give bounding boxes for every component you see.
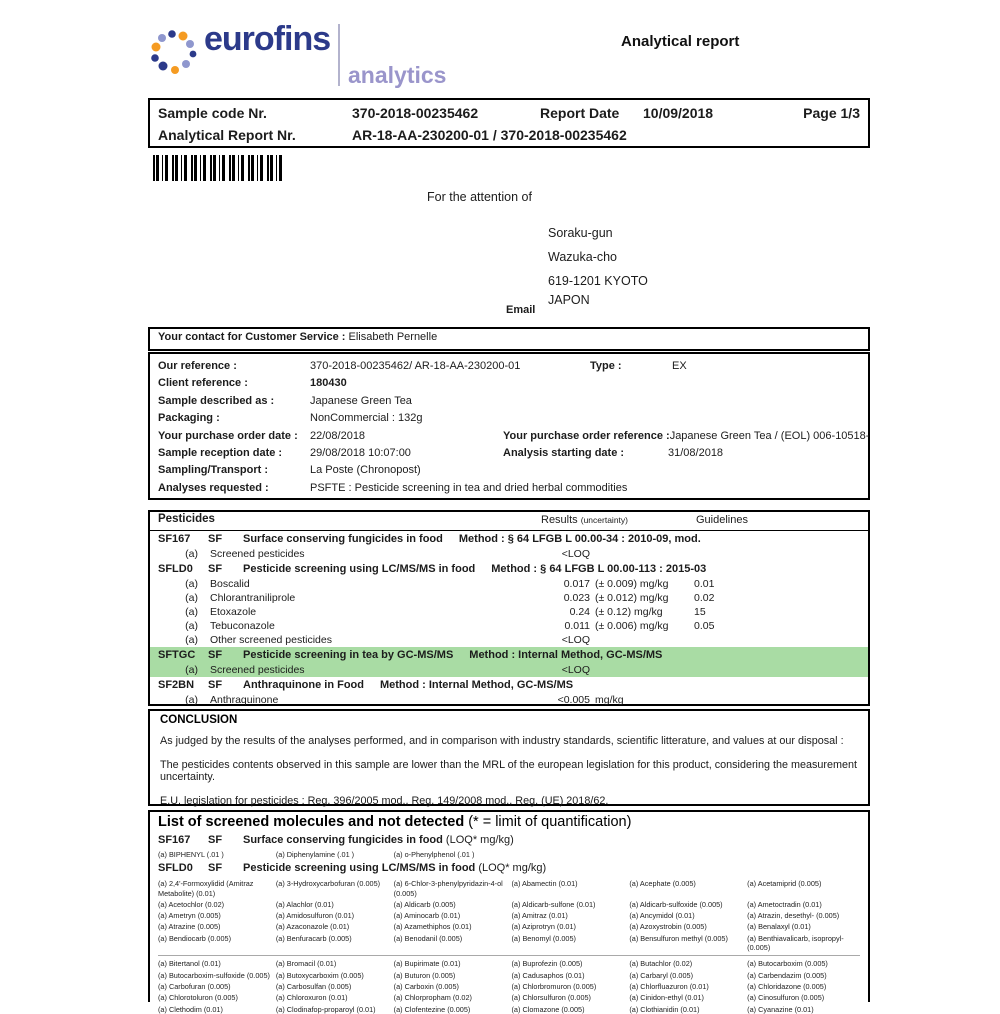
molecule-item: (a) Acetochlor (0.02): [158, 899, 225, 909]
analysis-name: Other screened pesticides: [210, 634, 332, 646]
reference-label: Sample described as :: [158, 394, 275, 407]
analysis-name: Surface conserving fungicides in food Method : § 64 LFGB L 00.00-34 : 2010-09, mod.: [243, 533, 701, 545]
section-sf: SF: [208, 862, 223, 875]
address-line: JAPON: [548, 293, 590, 307]
brand-dots-icon: [152, 28, 198, 78]
molecule-item: (a) 2,4'-Formoxylidid (Amitraz Metabolite) (0.01): [158, 879, 254, 898]
analysis-code: (a): [185, 548, 198, 560]
analysis-code: SFTGC: [158, 649, 196, 661]
conclusion-paragraph-2: The pesticides contents observed in this sample are lower than the MRL of the european legislation for this product, considering the measurement uncertainty.: [160, 758, 857, 783]
molecule-item: (a) Cinidon-ethyl (0.01): [629, 993, 704, 1003]
molecule-item: (a) Ancymidol (0.01): [629, 911, 695, 921]
molecule-item: (a) Cadusaphos (0.01): [511, 970, 585, 980]
reference-label: Client reference :: [158, 377, 248, 390]
reference-value: La Poste (Chronopost): [310, 464, 421, 477]
molecule-item: (a) Acetamiprid (0.005): [747, 879, 822, 889]
molecule-item: (a) Chloridazone (0.005): [747, 981, 827, 991]
molecule-item: (a) Carbofuran (0.005): [158, 981, 231, 991]
pesticide-row: [150, 619, 868, 633]
report-date-value: 10/09/2018: [643, 105, 714, 121]
result-value: <LOQ: [561, 634, 590, 646]
molecule-item: (a) Ametryn (0.005): [158, 911, 221, 921]
analysis-code: SFLD0: [158, 563, 193, 575]
address-line: 619-1201 KYOTO: [548, 274, 648, 288]
analysis-name: Anthraquinone: [210, 694, 279, 706]
molecule-item: (a) Butachlor (0.02): [629, 959, 693, 969]
reference-value: 22/08/2018: [310, 429, 366, 442]
reference-row: [158, 375, 860, 392]
analysis-code: (a): [185, 620, 198, 632]
eurofins-logo: [150, 20, 447, 92]
result-uncertainty: mg/kg: [595, 694, 624, 706]
result-uncertainty: (± 0.12) mg/kg: [595, 606, 663, 618]
result-value: <LOQ: [561, 664, 590, 676]
pesticides-title: Pesticides: [158, 513, 215, 525]
molecule-item: (a) Chlorbromuron (0.005): [511, 981, 597, 991]
analysis-code: SF2BN: [158, 679, 195, 691]
analysis-code: (a): [185, 694, 198, 706]
analysis-name: Pesticide screening in tea by GC-MS/MS Method : Internal Method, GC-MS/MS: [243, 649, 663, 661]
conclusion-box: [148, 709, 870, 806]
reference-label: Analyses requested :: [158, 481, 269, 494]
pesticide-row: [150, 693, 868, 707]
screened-section-sfld0: [158, 861, 860, 876]
report-nr-value: AR-18-AA-230200-01 / 370-2018-00235462: [352, 127, 627, 143]
pesticide-row: [150, 591, 868, 605]
molecule-item: (a) Aziprotryn (0.01): [511, 922, 576, 932]
molecule-item: (a) Bensulfuron methyl (0.005): [629, 933, 728, 943]
molecule-item: (a) Clomazone (0.005): [511, 1004, 585, 1014]
molecule-item: (a) Aldicarb (0.005): [393, 899, 456, 909]
molecule-item: (a) Benalaxyl (0.01): [747, 922, 811, 932]
molecule-item: (a) Benomyl (0.005): [511, 933, 576, 943]
molecule-item: (a) Azaconazole (0.01): [275, 922, 350, 932]
molecule-item: (a) BIPHENYL (.01 ): [158, 850, 224, 859]
analysis-sf: SF: [208, 563, 223, 575]
pesticide-row: [150, 577, 868, 591]
molecule-item: (a) Chlorotoluron (0.005): [158, 993, 238, 1003]
reference-label: Our reference :: [158, 360, 237, 372]
molecule-item: (a) Benodanil (0.005): [393, 933, 463, 943]
molecule-item: (a) Aldicarb-sulfoxide (0.005): [629, 899, 723, 909]
references-box: [148, 352, 870, 500]
molecule-item: (a) Atrazin, desethyl- (0.005): [747, 911, 840, 921]
molecule-item: (a) Clothianidin (0.01): [629, 1004, 700, 1014]
pesticide-row: [150, 633, 868, 647]
analysis-code: (a): [185, 606, 198, 618]
result-value: 0.24: [569, 606, 590, 618]
result-uncertainty: (± 0.009) mg/kg: [595, 578, 669, 590]
conclusion-heading: CONCLUSION: [160, 714, 238, 726]
analysis-code: (a): [185, 664, 198, 676]
reference-label: Packaging :: [158, 412, 220, 425]
reference-value-2: 31/08/2018: [668, 447, 724, 460]
screened-section-sf167: [158, 833, 860, 848]
conclusion-paragraph-1: As judged by the results of the analyses performed, and in comparison with industry standards, scientific litterature, and values at our disposal :: [160, 735, 844, 747]
molecule-item: (a) Azoxystrobin (0.005): [629, 922, 707, 932]
header-box: [148, 98, 870, 148]
molecule-item: (a) Acephate (0.005): [629, 879, 696, 889]
reference-label-2: Your purchase order reference :: [503, 429, 670, 442]
result-value: 0.017: [563, 578, 590, 590]
reference-row: [158, 428, 870, 445]
reference-label-2: Type :: [590, 360, 622, 372]
reference-value: 370-2018-00235462/ AR-18-AA-230200-01: [310, 360, 521, 372]
reference-row: [158, 462, 860, 479]
section-title: Pesticide screening using LC/MS/MS in food (LOQ* mg/kg): [243, 862, 547, 875]
reference-row: [158, 358, 860, 375]
result-value: <0.005: [557, 694, 590, 706]
analysis-sf: SF: [208, 679, 223, 691]
result-value: 0.023: [563, 592, 590, 604]
pesticides-table-header: [150, 512, 868, 531]
analysis-name: Chlorantraniliprole: [210, 592, 296, 604]
molecule-item: (a) Chloroxuron (0.01): [275, 993, 348, 1003]
pesticides-rows: [150, 531, 868, 707]
molecule-item: (a) Alachlor (0.01): [275, 899, 334, 909]
molecule-item: (a) Chlorfluazuron (0.01): [629, 981, 709, 991]
results-column-header: Results (uncertainty): [541, 514, 628, 526]
molecule-item: (a) Benfuracarb (0.005): [275, 933, 352, 943]
section-sf: SF: [208, 834, 223, 846]
reference-value: NonCommercial : 132g: [310, 412, 423, 425]
page-indicator: Page 1/3: [803, 105, 860, 121]
analysis-name: Tebuconazole: [210, 620, 275, 632]
molecule-item: (a) Bitertanol (0.01): [158, 959, 221, 969]
result-uncertainty: (± 0.006) mg/kg: [595, 620, 669, 632]
reference-label-2: Analysis starting date :: [503, 447, 625, 460]
molecule-item: (a) Azamethiphos (0.01): [393, 922, 472, 932]
molecule-item: (a) Benthiavalicarb, isopropyl- (0.005): [747, 933, 844, 953]
pesticide-row: [150, 561, 868, 577]
molecule-item: (a) Ametoctradin (0.01): [747, 899, 822, 909]
analysis-code: SF167: [158, 533, 191, 545]
contact-name: Elisabeth Pernelle: [348, 331, 438, 343]
reference-value: 180430: [310, 377, 347, 390]
sample-code-value: 370-2018-00235462: [352, 105, 479, 121]
analysis-name: Screened pesticides: [210, 664, 305, 676]
reference-label: Sample reception date :: [158, 447, 283, 460]
molecule-item: (a) Bupirimate (0.01): [393, 959, 461, 969]
molecule-item: (a) Chlorsulfuron (0.005): [511, 993, 591, 1003]
pesticide-row: [150, 663, 868, 677]
document-title: Analytical report: [621, 33, 740, 50]
address-line: Soraku-gun: [548, 226, 613, 240]
reference-value-2: Japanese Green Tea / (EOL) 006-10518-: [669, 429, 870, 442]
result-value: <LOQ: [561, 548, 590, 560]
sf167-molecule-grid: [158, 850, 860, 859]
sample-code-label: Sample code Nr.: [158, 105, 267, 121]
brand-name: eurofins: [204, 20, 331, 58]
molecule-item: (a) Diphenylamine (.01 ): [275, 850, 355, 859]
reference-value-2: EX: [672, 360, 687, 372]
guideline-value: 0.02: [694, 592, 715, 604]
molecule-item: (a) Atrazine (0.005): [158, 922, 221, 932]
molecule-item: (a) Carbaryl (0.005): [629, 970, 693, 980]
analysis-code: (a): [185, 592, 198, 604]
molecule-item: (a) Buturon (0.005): [393, 970, 456, 980]
reference-label: Your purchase order date :: [158, 429, 298, 442]
email-label: Email: [506, 304, 536, 316]
report-nr-label: Analytical Report Nr.: [158, 127, 296, 143]
molecule-item: (a) Clofentezine (0.005): [393, 1004, 471, 1014]
screened-molecules-box: [148, 810, 870, 1014]
molecule-item: (a) Chlorpropham (0.02): [393, 993, 472, 1003]
analysis-name: Pesticide screening using LC/MS/MS in food Method : § 64 LFGB L 00.00-113 : 2015-03: [243, 563, 707, 575]
molecule-item: (a) o-Phenylphenol (.01 ): [393, 850, 475, 859]
analysis-name: Boscalid: [210, 578, 250, 590]
barcode: [153, 155, 285, 181]
molecule-item: (a) Aldicarb-sulfone (0.01): [511, 899, 596, 909]
contact-label: Your contact for Customer Service :: [158, 331, 346, 343]
pesticide-row: [150, 605, 868, 619]
guideline-value: 15: [694, 606, 706, 618]
header-row-2: [158, 124, 860, 146]
reference-label: Sampling/Transport :: [158, 464, 269, 477]
section-title: Surface conserving fungicides in food (LOQ* mg/kg): [243, 834, 514, 846]
molecule-item: (a) Buprofezin (0.005): [511, 959, 583, 969]
header-row-1: [158, 102, 860, 124]
section-code: SF167: [158, 834, 191, 846]
attention-label: For the attention of: [427, 190, 532, 204]
reference-value: PSFTE : Pesticide screening in tea and dried herbal commodities: [310, 481, 628, 494]
molecule-item: (a) Bendiocarb (0.005): [158, 933, 232, 943]
molecule-item: (a) Clodinafop-proparoyl (0.01): [275, 1004, 376, 1014]
molecule-item: (a) Butocarboxim-sulfoxide (0.005): [158, 970, 270, 980]
molecule-item: (a) Butoxycarboxim (0.005): [275, 970, 364, 980]
molecule-item: (a) Carbendazim (0.005): [747, 970, 827, 980]
molecule-item: (a) 6-Chlor-3-phenylpyridazin-4-ol (0.005): [393, 879, 503, 898]
molecule-item: (a) 3-Hydroxycarbofuran (0.005): [275, 879, 381, 889]
guideline-value: 0.01: [694, 578, 715, 590]
pesticide-row: [150, 547, 868, 561]
pesticides-results-box: [148, 510, 870, 706]
sfld0-molecule-grid-1: [158, 879, 860, 952]
reference-value: 29/08/2018 10:07:00: [310, 447, 411, 460]
molecule-item: (a) Carboxin (0.005): [393, 981, 459, 991]
guideline-value: 0.05: [694, 620, 715, 632]
pesticide-row: [150, 647, 868, 663]
reference-value: Japanese Green Tea: [310, 394, 412, 407]
analysis-sf: SF: [208, 533, 223, 545]
molecule-item: (a) Aminocarb (0.01): [393, 911, 461, 921]
section-code: SFLD0: [158, 862, 193, 875]
report-date-label: Report Date: [540, 105, 620, 121]
address-line: Wazuka-cho: [548, 250, 618, 264]
analysis-name: Anthraquinone in Food Method : Internal Method, GC-MS/MS: [243, 679, 574, 691]
sfld0-molecule-grid-2: [158, 955, 860, 1013]
molecule-item: (a) Cinosulfuron (0.005): [747, 993, 825, 1003]
analysis-name: Etoxazole: [210, 606, 257, 618]
molecule-item: (a) Carbosulfan (0.005): [275, 981, 352, 991]
pesticide-row: [150, 531, 868, 547]
molecule-item: (a) Amidosulfuron (0.01): [275, 911, 355, 921]
guidelines-column-header: Guidelines: [696, 514, 748, 526]
molecule-item: (a) Clethodim (0.01): [158, 1004, 223, 1014]
logo-divider: [338, 24, 340, 86]
reference-row: [158, 445, 860, 462]
molecule-item: (a) Bromacil (0.01): [275, 959, 337, 969]
reference-row: [158, 410, 860, 427]
molecule-item: (a) Cyanazine (0.01): [747, 1004, 814, 1014]
molecule-item: (a) Abamectin (0.01): [511, 879, 578, 889]
brand-division: analytics: [348, 62, 447, 88]
result-uncertainty: (± 0.012) mg/kg: [595, 592, 669, 604]
pesticide-row: [150, 677, 868, 693]
reference-row: [158, 393, 860, 410]
analysis-name: Screened pesticides: [210, 548, 305, 560]
reference-row: [158, 480, 860, 497]
molecule-item: (a) Butocarboxim (0.005): [747, 959, 828, 969]
analysis-sf: SF: [208, 649, 223, 661]
customer-service-box: [148, 327, 870, 351]
conclusion-paragraph-3: E.U. legislation for pesticides : Reg. 396/2005 mod., Reg. 149/2008 mod., Reg. (UE) 2018/62.: [160, 794, 609, 807]
recipient-address: [548, 224, 648, 310]
result-value: 0.011: [564, 620, 590, 632]
molecule-item: (a) Amitraz (0.01): [511, 911, 568, 921]
analysis-code: (a): [185, 578, 198, 590]
analysis-code: (a): [185, 634, 198, 646]
screened-list-heading: List of screened molecules and not detected (* = limit of quantification): [158, 814, 632, 830]
